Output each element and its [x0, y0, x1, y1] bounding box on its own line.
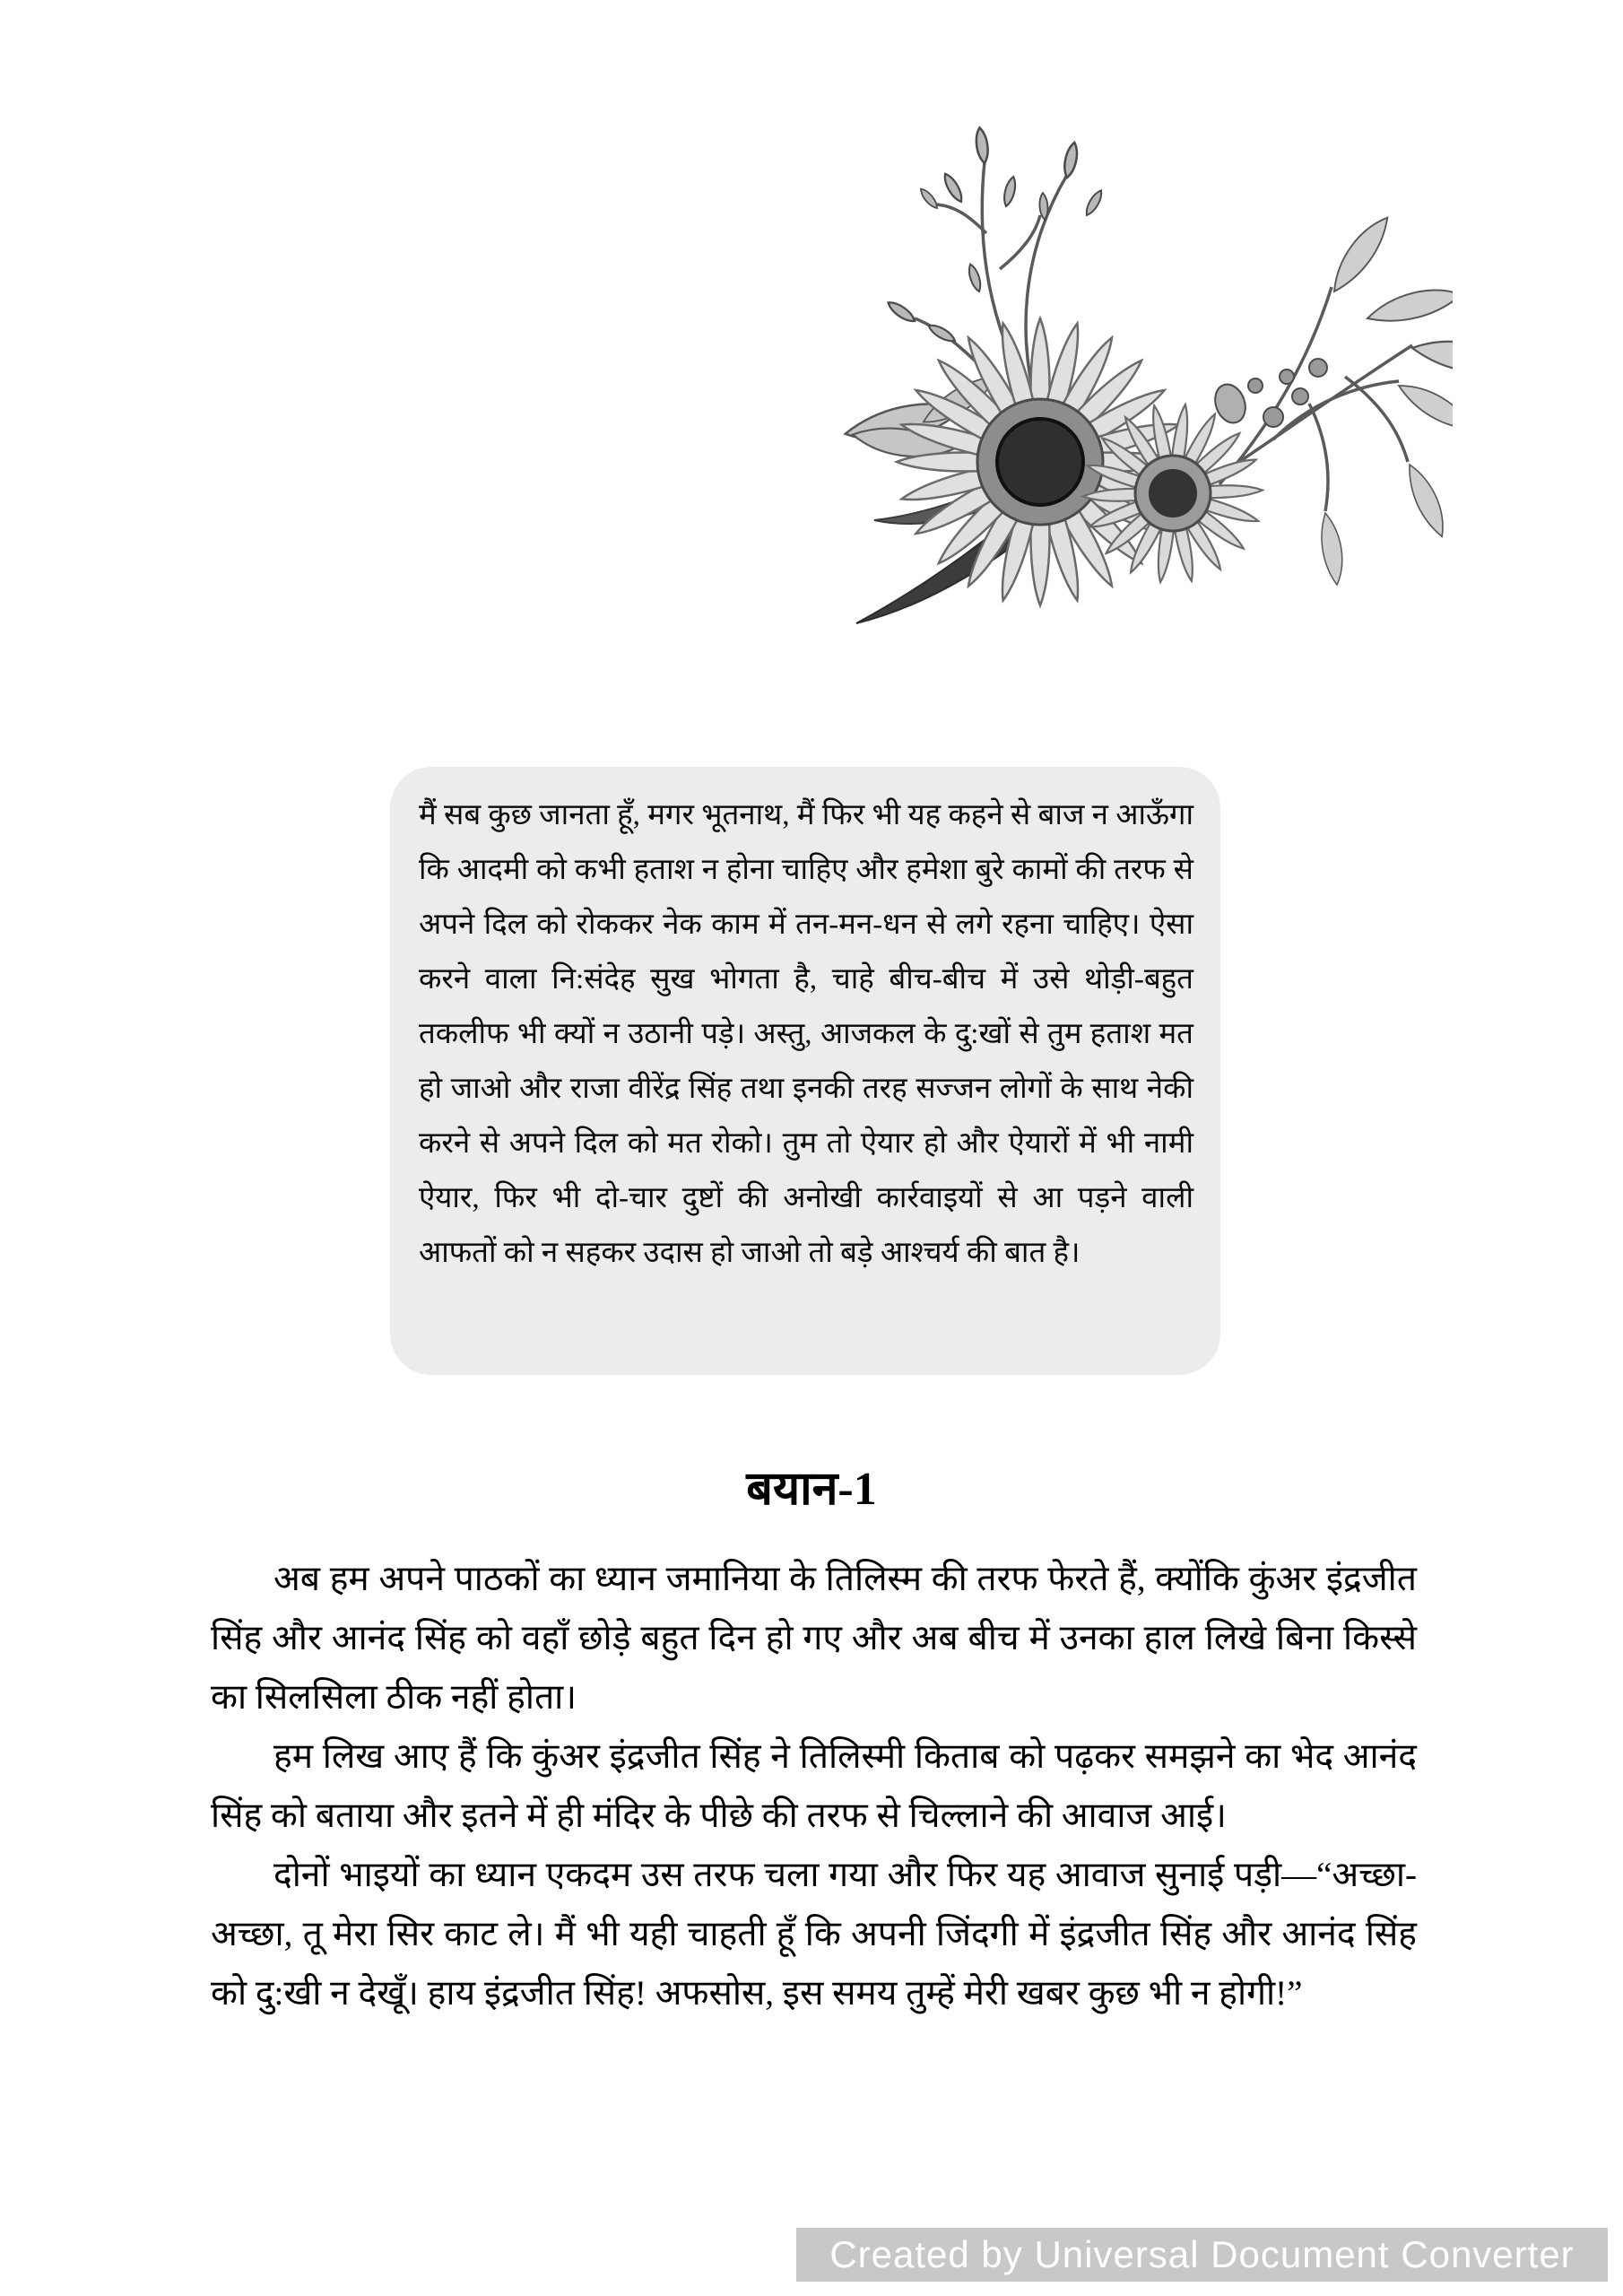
epigraph-text: मैं सब कुछ जानता हूँ, मगर भूतनाथ, मैं फिर भी यह कहने से बाज न आऊँगा कि आदमी को कभी हताश न होना चाहिए और हमेशा बुरे कामों की तरफ से अपने दिल को रोककर नेक काम में तन-मन-धन से लगे रहना चाहिए। ऐसा करने वाला नि:संदेह सुख भोगता है, चाहे बीच-बीच में उसे थोड़ी-बहुत तकलीफ भी क्यों न उठानी पड़े। अस्तु, आजकल के दु:खों से तुम हताश मत हो जाओ और राजा वीरेंद्र सिंह तथा इनकी तरह सज्जन लोगों के साथ नेकी करने से अपने दिल को मत रोको। तुम तो ऐयार हो और ऐयारों में भी नामी ऐयार, फिर भी दो-चार दुष्टों की अनोखी कार्रवाइयों से आ पड़ने वाली आफतों को न सहकर उदास हो जाओ तो बड़े आश्चर्य की बात है। — [419, 799, 1193, 1269]
body-paragraph-2: हम लिख आए हैं कि कुंअर इंद्रजीत सिंह ने तिलिस्मी किताब को पढ़कर समझने का भेद आनंद सिंह को बताया और इतने में ही मंदिर के पीछे की तरफ से चिल्लाने की आवाज आई। — [211, 1737, 1417, 1835]
body-text — [211, 1550, 1417, 2023]
watermark-bar — [796, 2228, 1608, 2282]
chapter-heading: बयान-1 — [746, 1464, 877, 1515]
sunflower-illustration — [771, 108, 1453, 637]
watermark-text: Created by Universal Document Converter — [829, 2233, 1575, 2275]
right-leaves — [1319, 212, 1453, 586]
body-paragraph-1: अब हम अपने पाठकों का ध्यान जमानिया के तिलिस्म की तरफ फेरते हैं, क्योंकि कुंअर इंद्रजीत सिंह और आनंद सिंह को वहाँ छोड़े बहुत दिन हो गए और अब बीच में उनका हाल लिखे बिना किस्से का सिलसिला ठीक नहीं होता। — [211, 1560, 1417, 1717]
epigraph-box — [390, 767, 1220, 1375]
body-paragraph-3: दोनों भाइयों का ध्यान एकदम उस तरफ चला गया और फिर यह आवाज सुनाई पड़ी—“अच्छा-अच्छा, तू मेरा सिर काट ले। मैं भी यही चाहती हूँ कि अपनी जिंदगी में इंद्रजीत सिंह और आनंद सिंह को दु:खी न देखूँ। हाय इंद्रजीत सिंह! अफसोस, इस समय तुम्हें मेरी खबर कुछ भी न होगी!” — [211, 1856, 1417, 2013]
sunflower-sketch-svg — [771, 108, 1453, 637]
berries — [1210, 359, 1327, 427]
